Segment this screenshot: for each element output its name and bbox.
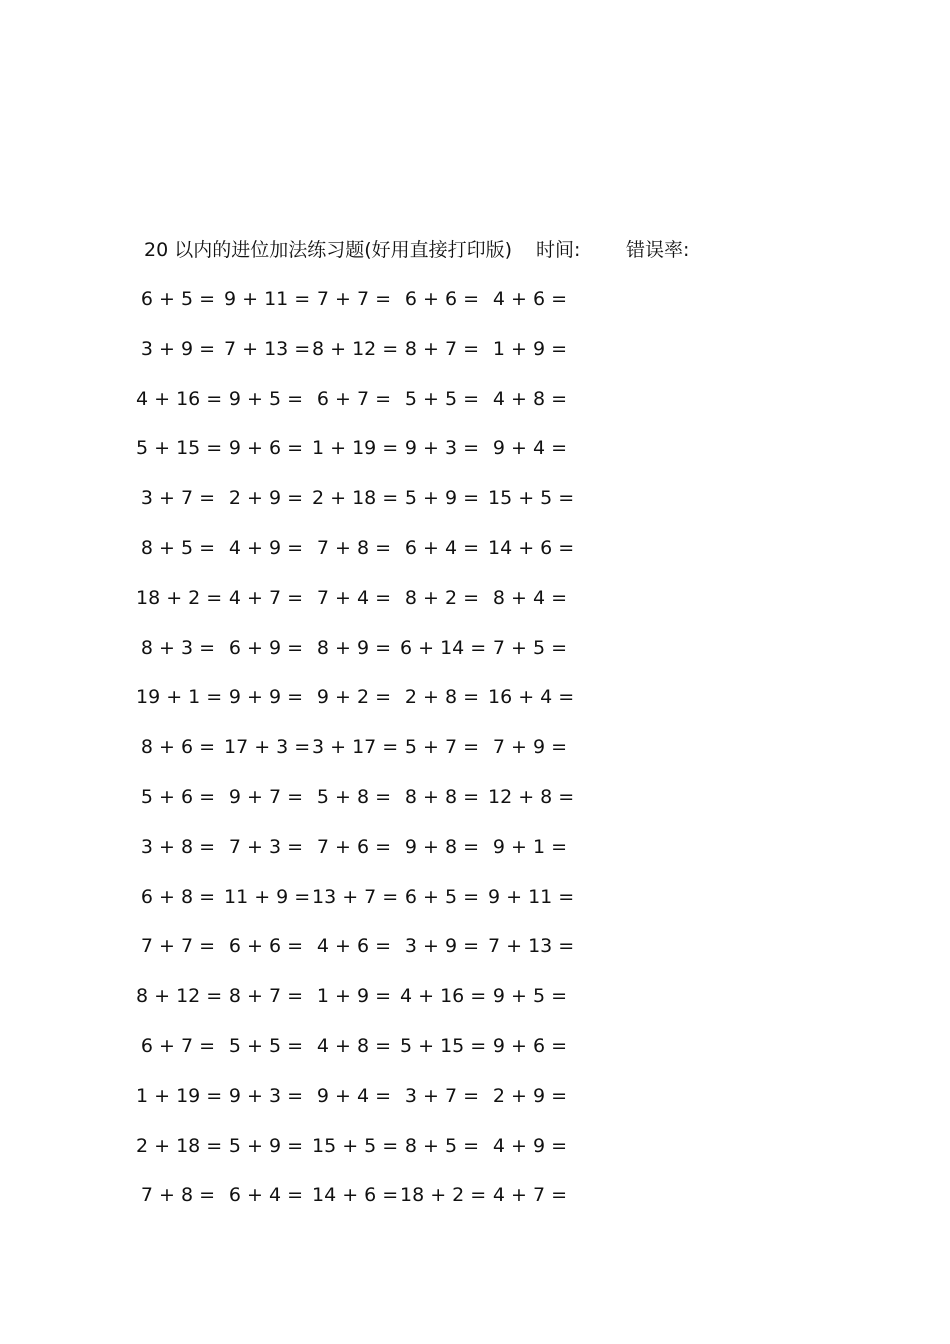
addition-problem: 9 + 7 = <box>228 786 304 808</box>
addition-problem: 4 + 7 = <box>228 586 304 609</box>
addition-problem: 7 + 13 = <box>224 337 311 360</box>
addition-problem: 5 + 5 = <box>404 387 480 410</box>
addition-problem: 7 + 8 = <box>316 537 392 559</box>
problem-row <box>0 1031 950 1061</box>
addition-problem: 6 + 5 = <box>404 885 480 908</box>
addition-problem: 8 + 5 = <box>404 1134 480 1157</box>
addition-problem: 3 + 7 = <box>140 487 216 510</box>
addition-problem: 9 + 3 = <box>228 1084 304 1107</box>
problem-row <box>0 483 950 513</box>
addition-problem: 4 + 8 = <box>316 1035 392 1057</box>
addition-problem: 4 + 6 = <box>492 288 568 310</box>
addition-problem: 9 + 11 = <box>224 288 311 310</box>
addition-problem: 5 + 9 = <box>228 1134 304 1157</box>
addition-problem: 7 + 9 = <box>492 736 568 759</box>
addition-problem: 7 + 3 = <box>228 835 304 858</box>
problem-row <box>0 633 950 663</box>
problem-row <box>0 284 950 314</box>
problem-row <box>0 931 950 961</box>
addition-problem: 6 + 7 = <box>316 387 392 410</box>
addition-problem: 6 + 6 = <box>404 288 480 310</box>
addition-problem: 9 + 8 = <box>404 835 480 858</box>
addition-problem: 18 + 2 = <box>136 586 223 609</box>
addition-problem: 9 + 4 = <box>316 1084 392 1107</box>
addition-problem: 9 + 3 = <box>404 437 480 460</box>
addition-problem: 9 + 6 = <box>228 437 304 460</box>
addition-problem: 8 + 7 = <box>228 985 304 1008</box>
addition-problem: 9 + 9 = <box>228 686 304 709</box>
addition-problem: 5 + 7 = <box>404 736 480 759</box>
addition-problem: 3 + 17 = <box>312 736 399 759</box>
addition-problem: 6 + 7 = <box>140 1035 216 1057</box>
addition-problem: 7 + 7 = <box>140 935 216 958</box>
addition-problem: 8 + 7 = <box>404 337 480 360</box>
problem-row <box>0 1131 950 1161</box>
addition-problem: 5 + 6 = <box>140 786 216 808</box>
addition-problem: 18 + 2 = <box>400 1184 487 1207</box>
addition-problem: 2 + 9 = <box>228 487 304 510</box>
addition-problem: 14 + 6 = <box>488 537 575 559</box>
addition-problem: 8 + 2 = <box>404 586 480 609</box>
addition-problem: 3 + 9 = <box>404 935 480 958</box>
addition-problem: 5 + 15 = <box>136 437 223 460</box>
problem-row <box>0 433 950 463</box>
addition-problem: 5 + 15 = <box>400 1035 487 1057</box>
addition-problem: 12 + 8 = <box>488 786 575 808</box>
problem-row <box>0 334 950 364</box>
problem-row <box>0 1081 950 1111</box>
addition-problem: 7 + 4 = <box>316 586 392 609</box>
addition-problem: 16 + 4 = <box>488 686 575 709</box>
addition-problem: 8 + 8 = <box>404 786 480 808</box>
addition-problem: 1 + 9 = <box>316 985 392 1008</box>
addition-problem: 4 + 7 = <box>492 1184 568 1207</box>
addition-problem: 2 + 9 = <box>492 1084 568 1107</box>
addition-problem: 7 + 7 = <box>316 288 392 310</box>
addition-problem: 15 + 5 = <box>488 487 575 510</box>
addition-problem: 2 + 8 = <box>404 686 480 709</box>
addition-problem: 9 + 11 = <box>488 885 575 908</box>
addition-problem: 6 + 4 = <box>404 537 480 559</box>
addition-problem: 5 + 5 = <box>228 1035 304 1057</box>
addition-problem: 7 + 8 = <box>140 1184 216 1207</box>
addition-problem: 7 + 5 = <box>492 636 568 659</box>
addition-problem: 9 + 2 = <box>316 686 392 709</box>
addition-problem: 8 + 6 = <box>140 736 216 759</box>
problem-row <box>0 682 950 712</box>
addition-problem: 7 + 6 = <box>316 835 392 858</box>
addition-problem: 15 + 5 = <box>312 1134 399 1157</box>
addition-problem: 5 + 8 = <box>316 786 392 808</box>
addition-problem: 5 + 9 = <box>404 487 480 510</box>
addition-problem: 4 + 9 = <box>492 1134 568 1157</box>
addition-problem: 3 + 7 = <box>404 1084 480 1107</box>
problem-row <box>0 533 950 563</box>
problem-row <box>0 384 950 414</box>
addition-problem: 3 + 9 = <box>140 337 216 360</box>
addition-problem: 4 + 16 = <box>400 985 487 1008</box>
addition-problem: 8 + 12 = <box>312 337 399 360</box>
problem-row <box>0 732 950 762</box>
problem-row <box>0 782 950 812</box>
addition-problem: 8 + 12 = <box>136 985 223 1008</box>
addition-problem: 4 + 8 = <box>492 387 568 410</box>
problem-row <box>0 583 950 613</box>
addition-problem: 8 + 9 = <box>316 636 392 659</box>
worksheet-title: 20 以内的进位加法练习题(好用直接打印版) <box>144 239 513 261</box>
addition-problem: 4 + 9 = <box>228 537 304 559</box>
addition-problem: 4 + 6 = <box>316 935 392 958</box>
problem-row <box>0 1180 950 1210</box>
addition-problem: 9 + 5 = <box>492 985 568 1008</box>
addition-problem: 6 + 14 = <box>400 636 487 659</box>
error-rate-label: 错误率: <box>626 239 690 261</box>
addition-problem: 6 + 8 = <box>140 885 216 908</box>
addition-problem: 9 + 1 = <box>492 835 568 858</box>
problem-row <box>0 832 950 862</box>
addition-problem: 9 + 4 = <box>492 437 568 460</box>
addition-problem: 9 + 5 = <box>228 387 304 410</box>
addition-problem: 8 + 5 = <box>140 537 216 559</box>
addition-problem: 6 + 5 = <box>140 288 216 310</box>
addition-problem: 6 + 6 = <box>228 935 304 958</box>
addition-problem: 8 + 3 = <box>140 636 216 659</box>
addition-problem: 1 + 19 = <box>136 1084 223 1107</box>
addition-problem: 7 + 13 = <box>488 935 575 958</box>
problem-row <box>0 882 950 912</box>
addition-problem: 6 + 4 = <box>228 1184 304 1207</box>
addition-problem: 4 + 16 = <box>136 387 223 410</box>
addition-problem: 6 + 9 = <box>228 636 304 659</box>
addition-problem: 2 + 18 = <box>136 1134 223 1157</box>
addition-problem: 9 + 6 = <box>492 1035 568 1057</box>
time-label: 时间: <box>536 239 581 261</box>
addition-problem: 14 + 6 = <box>312 1184 399 1207</box>
addition-problem: 3 + 8 = <box>140 835 216 858</box>
addition-problem: 1 + 19 = <box>312 437 399 460</box>
addition-problem: 1 + 9 = <box>492 337 568 360</box>
addition-problem: 19 + 1 = <box>136 686 223 709</box>
addition-problem: 11 + 9 = <box>224 885 311 908</box>
addition-problem: 2 + 18 = <box>312 487 399 510</box>
addition-problem: 17 + 3 = <box>224 736 311 759</box>
problem-row <box>0 981 950 1011</box>
addition-problem: 13 + 7 = <box>312 885 399 908</box>
addition-problem: 8 + 4 = <box>492 586 568 609</box>
